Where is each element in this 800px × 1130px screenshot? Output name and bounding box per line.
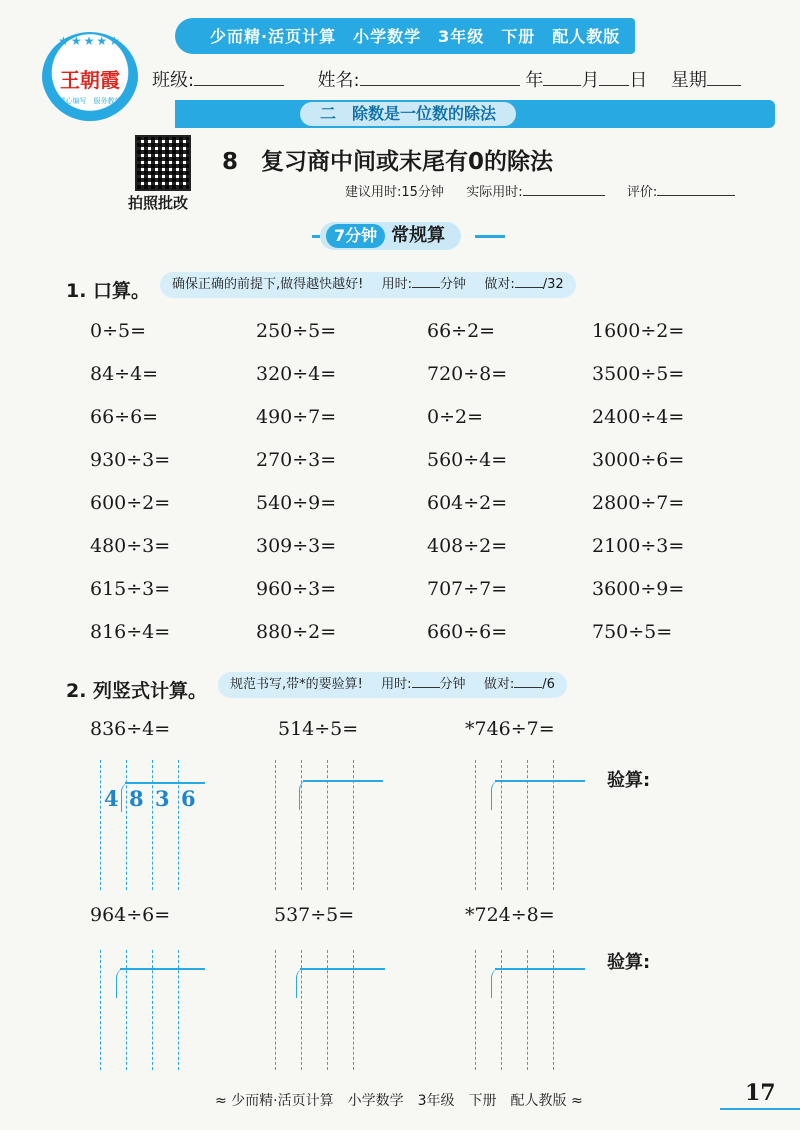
suggested-time: 建议用时:15分钟: [345, 185, 444, 200]
month-field[interactable]: [543, 85, 581, 86]
oral-problem: 0÷5=: [90, 320, 147, 342]
vertical-heading: 2. 列竖式计算。: [66, 680, 208, 702]
oral-problem: 1600÷2=: [592, 320, 685, 342]
practice-badge: [320, 222, 461, 250]
footer-text: ≈ 少而精·活页计算 小学数学 3年级 下册 配人教版 ≈: [215, 1093, 583, 1109]
oral-problem: 490÷7=: [256, 406, 337, 428]
oral-problem: 750÷5=: [592, 621, 673, 643]
badge-label: 常规算: [391, 225, 446, 246]
rating-field[interactable]: [657, 195, 735, 196]
example-digit: 8: [129, 786, 144, 811]
year-label: 年: [525, 70, 544, 91]
section-number: 二: [320, 104, 337, 123]
oral-time-label: 用时:: [381, 277, 413, 292]
vertical-correct-field[interactable]: [514, 687, 542, 688]
section-title: [300, 102, 516, 126]
badge-minutes: 7分钟: [326, 224, 385, 248]
vertical-problem: *724÷8=: [465, 904, 555, 926]
oral-problem: 540÷9=: [256, 492, 337, 514]
oral-problem: 84÷4=: [90, 363, 159, 385]
oral-problem: 2100÷3=: [592, 535, 685, 557]
oral-time-unit: 分钟: [440, 277, 467, 292]
vertical-time-field[interactable]: [412, 687, 440, 688]
vertical-correct-total: /6: [542, 677, 555, 692]
class-label: 班级:: [152, 70, 195, 91]
work-area[interactable]: [275, 760, 385, 890]
badge-deco-left: [312, 235, 320, 238]
oral-problem: 66÷6=: [90, 406, 159, 428]
oral-problem: 960÷3=: [256, 578, 337, 600]
oral-problem: 660÷6=: [427, 621, 508, 643]
vertical-correct-label: 做对:: [483, 677, 515, 692]
badge-deco-right: [475, 235, 505, 238]
example-digit: 4: [104, 786, 119, 811]
day-label: 日: [629, 70, 648, 91]
work-area[interactable]: [275, 950, 390, 1070]
example-digit: 6: [181, 786, 196, 811]
work-area[interactable]: [475, 760, 595, 890]
oral-heading: 1. 口算。: [66, 280, 151, 302]
vertical-problem: 964÷6=: [90, 904, 171, 926]
logo-stars: ★★★★★: [58, 34, 122, 48]
oral-problem: 320÷4=: [256, 363, 337, 385]
oral-problem: 707÷7=: [427, 578, 508, 600]
oral-problem: 600÷2=: [90, 492, 171, 514]
vertical-time-unit: 分钟: [439, 677, 466, 692]
oral-problem: 604÷2=: [427, 492, 508, 514]
section-title-text: 除数是一位数的除法: [352, 104, 497, 123]
check-label: 验算:: [607, 952, 651, 973]
footer-line: [720, 1108, 800, 1110]
vertical-hint-pill: [218, 672, 567, 698]
oral-problem: 408÷2=: [427, 535, 508, 557]
vertical-time-label: 用时:: [381, 677, 412, 692]
name-label: 姓名:: [317, 70, 360, 91]
day-field[interactable]: [599, 85, 629, 86]
oral-problem: 0÷2=: [427, 406, 484, 428]
check-label: 验算:: [607, 770, 651, 791]
oral-time-field[interactable]: [412, 287, 440, 288]
vertical-problem: 836÷4=: [90, 718, 171, 740]
vertical-problem: 514÷5=: [278, 718, 359, 740]
work-area[interactable]: [475, 950, 595, 1070]
oral-problem: 2400÷4=: [592, 406, 685, 428]
actual-time-field[interactable]: [523, 195, 605, 196]
oral-problem: 615÷3=: [90, 578, 171, 600]
oral-problem: 560÷4=: [427, 449, 508, 471]
name-field[interactable]: [360, 85, 520, 86]
logo-name: 王朝霞: [60, 68, 120, 92]
oral-correct-total: /32: [542, 277, 564, 292]
student-info-row: [152, 66, 741, 92]
actual-time-label: 实际用时:: [466, 185, 523, 200]
oral-problem: 816÷4=: [90, 621, 171, 643]
oral-problem: 3600÷9=: [592, 578, 685, 600]
lesson-title: 8 复习商中间或末尾有0的除法: [222, 149, 554, 175]
header-band-text: 少而精·活页计算 小学数学 3年级 下册 配人教版: [210, 27, 621, 46]
weekday-field[interactable]: [707, 85, 741, 86]
oral-problem: 3500÷5=: [592, 363, 685, 385]
month-label: 月: [581, 70, 600, 91]
vertical-hint: 规范书写,带*的要验算!: [230, 677, 363, 692]
work-area[interactable]: [100, 760, 210, 890]
vertical-problem: *746÷7=: [465, 718, 555, 740]
oral-problem: 2800÷7=: [592, 492, 685, 514]
oral-problem: 270÷3=: [256, 449, 337, 471]
oral-hint-pill: [160, 272, 576, 298]
example-digit: 3: [155, 786, 170, 811]
oral-problem: 880÷2=: [256, 621, 337, 643]
oral-problem: 3000÷6=: [592, 449, 685, 471]
work-area[interactable]: [100, 950, 215, 1070]
oral-problem: 309÷3=: [256, 535, 337, 557]
oral-problem: 930÷3=: [90, 449, 171, 471]
vertical-problem: 537÷5=: [274, 904, 355, 926]
weekday-label: 星期: [670, 70, 707, 91]
oral-problem: 66÷2=: [427, 320, 496, 342]
oral-problem: 480÷3=: [90, 535, 171, 557]
page-number: 17: [745, 1080, 776, 1106]
qr-label: 拍照批改: [128, 194, 189, 212]
oral-hint: 确保正确的前提下,做得越快越好!: [172, 277, 364, 292]
oral-problem: 720÷8=: [427, 363, 508, 385]
rating-label: 评价:: [626, 185, 658, 200]
oral-correct-label: 做对:: [484, 277, 515, 292]
class-field[interactable]: [194, 85, 284, 86]
time-row: [345, 181, 735, 200]
qr-code[interactable]: [135, 135, 191, 191]
oral-correct-field[interactable]: [515, 287, 543, 288]
oral-problem: 250÷5=: [256, 320, 337, 342]
logo-subtitle: 精心编写 服务教学: [58, 97, 122, 105]
